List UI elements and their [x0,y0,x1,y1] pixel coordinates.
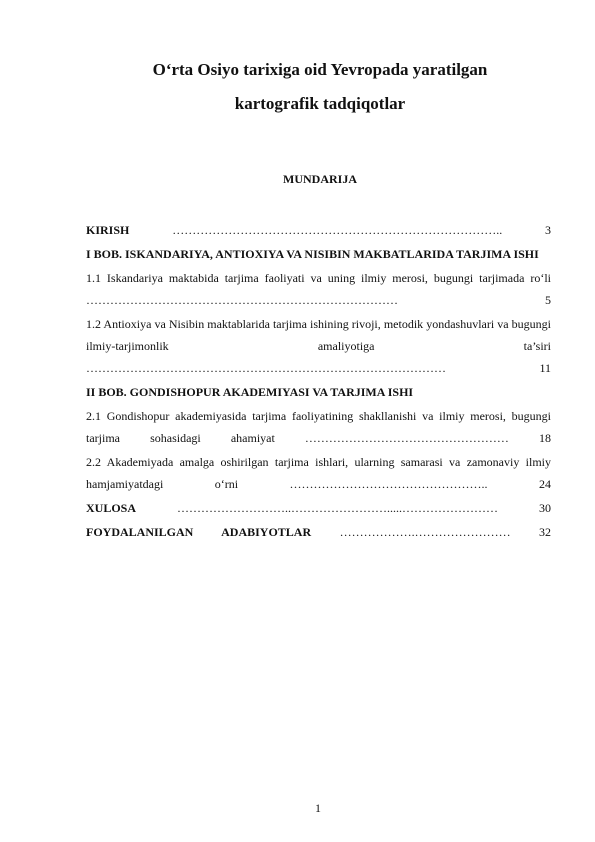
document-title-line-1: O‘rta Osiyo tarixiga oid Yevropada yaratilgan [152,60,488,79]
table-of-contents [86,219,551,545]
toc-entry-xulosa [86,497,551,519]
toc-entry-1-2 [86,313,551,379]
toc-entry-title: 2.1 Gondishopur akademiyasida tarjima faoliyatining shakllanishi va ilmiy merosi, bugungi tarjima sohasidagi ahamiyat [86,409,551,445]
toc-entry-title: 2.2 Akademiyada amalga oshirilgan tarjima ishlari, ularning samarasi va zamonaviy ilmiy hamjamiyatdagi o‘rni [86,455,551,491]
toc-chapter-title: I BOB. ISKANDARIYA, ANTIOXIYA VA NISIBIN MAKBATLARIDA TARJIMA ISHI [86,247,539,261]
page-number: 1 [315,801,321,815]
toc-entry-page: ………………………………………….. 24 [289,477,551,491]
toc-chapter-title: II BOB. GONDISHOPUR AKADEMIYASI VA TARJIMA ISHI [86,385,414,399]
toc-entry-title: XULOSA [86,501,137,515]
toc-entry-page: …………………………………………… 18 [304,431,551,445]
toc-chapter-2 [86,381,551,403]
toc-entry-page: ………………………..…………………….....…………………… 30 [177,501,552,515]
toc-entry-title: 1.2 Antioxiya va Nisibin maktablarida tarjima ishining rivoji, metodik yondashuvlari va bugungi ilmiy-tarjimonlik amaliyotiga ta’siri [86,317,551,353]
toc-chapter-1 [86,243,551,265]
toc-entry-page: …………………………………………………………………… 5 [86,293,551,307]
document-title-line-2: kartografik tadqiqotlar [234,94,406,113]
toc-entry-page: ……………….…………………… 32 [339,525,551,539]
toc-entry-title: 1.1 Iskandariya maktabida tarjima faoliyati va uning ilmiy merosi, bugungi tarjimada ro‘li [86,271,551,285]
toc-entry-kirish [86,219,551,241]
toc-entry-1-1 [86,267,551,311]
toc-entry-page: ……………………………………………………………………….. 3 [172,223,552,237]
toc-entry-2-2 [86,451,551,495]
toc-entry-page: ……………………………………………………………………………… 11 [86,361,551,375]
toc-heading: MUNDARIJA [283,172,357,186]
toc-entry-title: FOYDALANILGAN ADABIYOTLAR [86,525,312,539]
toc-entry-references [86,521,551,543]
toc-entry-2-1 [86,405,551,449]
toc-entry-title: KIRISH [86,223,130,237]
